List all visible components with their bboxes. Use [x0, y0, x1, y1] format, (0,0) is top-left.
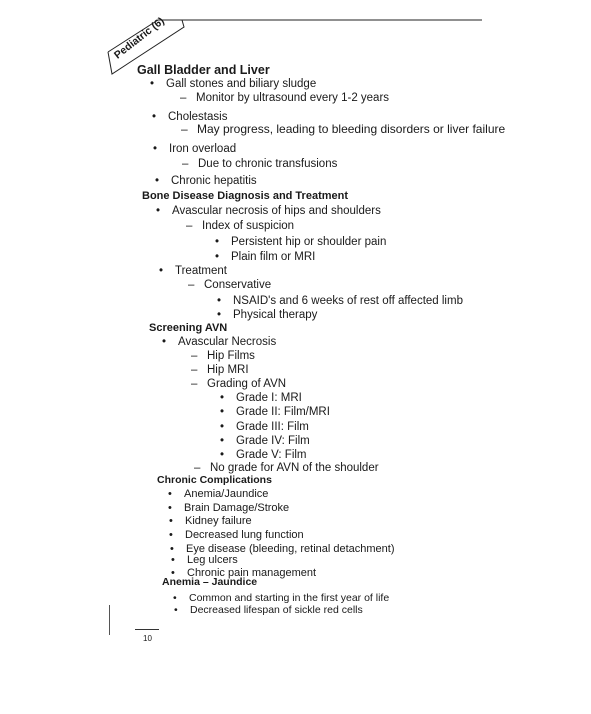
list-item: • Grade IV: Film — [236, 434, 310, 448]
list-item: • Grade V: Film — [236, 448, 307, 462]
list-item: • Iron overload — [169, 142, 236, 156]
list-item: – Hip MRI — [207, 363, 249, 377]
list-item: – Grading of AVN — [207, 377, 286, 391]
list-item: • Avascular Necrosis — [178, 335, 276, 349]
section-tab-label: Pediatric (6) — [112, 14, 167, 62]
margin-mark — [109, 605, 110, 635]
list-item: – Due to chronic transfusions — [198, 157, 337, 171]
heading-anemia-jaundice: Anemia – Jaundice — [162, 576, 258, 588]
heading-gall-bladder: Gall Bladder and Liver — [137, 63, 270, 77]
list-item: • Cholestasis — [168, 110, 227, 124]
list-item: • Plain film or MRI — [231, 250, 315, 264]
list-item: – Hip Films — [207, 349, 255, 363]
list-item: • Avascular necrosis of hips and shoulders — [172, 204, 381, 218]
list-item: • Leg ulcers — [187, 553, 238, 567]
list-item: • Eye disease (bleeding, retinal detachment) — [186, 542, 395, 556]
page-number-rule — [135, 629, 159, 630]
list-item: • Chronic hepatitis — [171, 174, 257, 188]
list-item: • Grade II: Film/MRI — [236, 405, 330, 419]
list-item: – Conservative — [204, 278, 271, 292]
list-item: • Persistent hip or shoulder pain — [231, 235, 386, 249]
list-item: – Monitor by ultrasound every 1-2 years — [196, 91, 389, 105]
list-item: • Common and starting in the first year of life — [189, 591, 389, 605]
list-item: • Grade III: Film — [236, 420, 309, 434]
heading-chronic-complications: Chronic Complications — [157, 474, 272, 486]
list-item: • Grade I: MRI — [236, 391, 302, 405]
list-item: • Chronic pain management — [187, 566, 316, 580]
heading-screening-avn: Screening AVN — [149, 322, 228, 334]
list-item: • Kidney failure — [185, 514, 252, 528]
list-item: • Anemia/Jaundice — [184, 487, 268, 501]
heading-bone-disease: Bone Disease Diagnosis and Treatment — [142, 190, 349, 202]
list-item: • Gall stones and biliary sludge — [166, 77, 316, 91]
list-item: – May progress, leading to bleeding disorders or liver failure — [197, 122, 505, 136]
list-item: – No grade for AVN of the shoulder — [210, 461, 379, 475]
list-item: • Treatment — [175, 264, 227, 278]
list-item: • Decreased lifespan of sickle red cells — [190, 603, 363, 617]
list-item: • Physical therapy — [233, 308, 317, 322]
page-number: 10 — [143, 634, 152, 643]
list-item: • Brain Damage/Stroke — [184, 501, 289, 515]
list-item: • NSAID's and 6 weeks of rest off affected limb — [233, 294, 463, 308]
list-item: • Decreased lung function — [185, 528, 304, 542]
list-item: – Index of suspicion — [202, 219, 294, 233]
